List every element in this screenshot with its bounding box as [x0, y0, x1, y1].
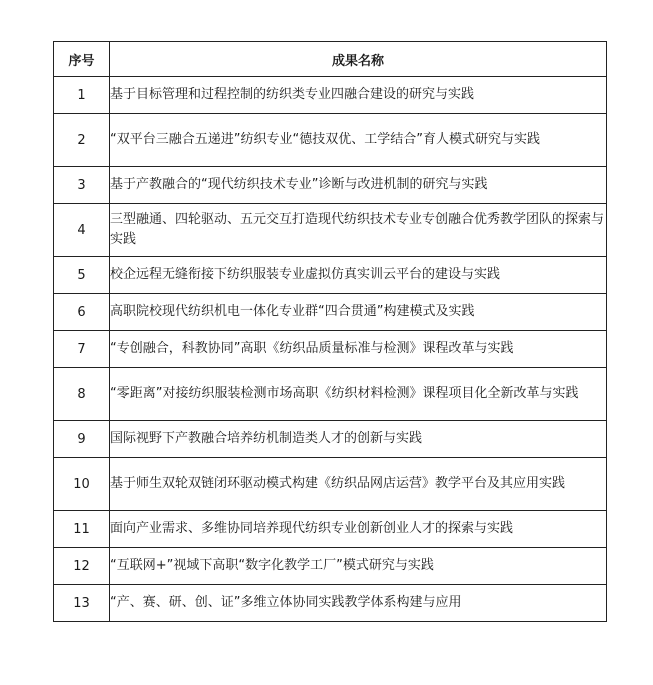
achievement-name: “互联网+”视域下高职“数字化教学工厂”模式研究与实践	[110, 548, 607, 585]
achievements-table	[53, 41, 607, 622]
table-row	[54, 421, 607, 458]
achievement-name: 国际视野下产教融合培养纺机制造类人才的创新与实践	[110, 421, 607, 458]
table-row	[54, 167, 607, 204]
table-row	[54, 331, 607, 368]
row-number: 6	[54, 294, 110, 331]
table-row	[54, 77, 607, 114]
table-row	[54, 114, 607, 167]
row-number: 13	[54, 585, 110, 622]
row-number: 5	[54, 257, 110, 294]
achievement-name: “产、赛、研、创、证”多维立体协同实践教学体系构建与应用	[110, 585, 607, 622]
achievement-name: “双平台三融合五递进”纺织专业“德技双优、工学结合”育人模式研究与实践	[110, 114, 607, 167]
table-row	[54, 458, 607, 511]
table-row	[54, 511, 607, 548]
achievement-name: 基于产教融合的“现代纺织技术专业”诊断与改进机制的研究与实践	[110, 167, 607, 204]
table-row	[54, 204, 607, 257]
table-row	[54, 368, 607, 421]
achievement-name: 高职院校现代纺织机电一体化专业群“四合贯通”构建模式及实践	[110, 294, 607, 331]
achievement-name: 三型融通、四轮驱动、五元交互打造现代纺织技术专业专创融合优秀教学团队的探索与实践	[110, 204, 607, 257]
row-number: 10	[54, 458, 110, 511]
row-number: 8	[54, 368, 110, 421]
achievement-name: “专创融合，科教协同”高职《纺织品质量标准与检测》课程改革与实践	[110, 331, 607, 368]
row-number: 11	[54, 511, 110, 548]
achievement-name: 基于目标管理和过程控制的纺织类专业四融合建设的研究与实践	[110, 77, 607, 114]
table-row	[54, 548, 607, 585]
row-number: 9	[54, 421, 110, 458]
table-row	[54, 585, 607, 622]
achievement-name: 校企远程无缝衔接下纺织服装专业虚拟仿真实训云平台的建设与实践	[110, 257, 607, 294]
header-achievement-name: 成果名称	[110, 42, 607, 77]
row-number: 12	[54, 548, 110, 585]
achievement-name: 面向产业需求、多维协同培养现代纺织专业创新创业人才的探索与实践	[110, 511, 607, 548]
row-number: 2	[54, 114, 110, 167]
table-row	[54, 294, 607, 331]
table-header-row	[54, 42, 607, 77]
row-number: 4	[54, 204, 110, 257]
header-serial-number: 序号	[54, 42, 110, 77]
table-row	[54, 257, 607, 294]
achievement-name: “零距离”对接纺织服装检测市场高职《纺织材料检测》课程项目化全新改革与实践	[110, 368, 607, 421]
achievement-name: 基于师生双轮双链闭环驱动模式构建《纺织品网店运营》教学平台及其应用实践	[110, 458, 607, 511]
row-number: 7	[54, 331, 110, 368]
row-number: 1	[54, 77, 110, 114]
row-number: 3	[54, 167, 110, 204]
